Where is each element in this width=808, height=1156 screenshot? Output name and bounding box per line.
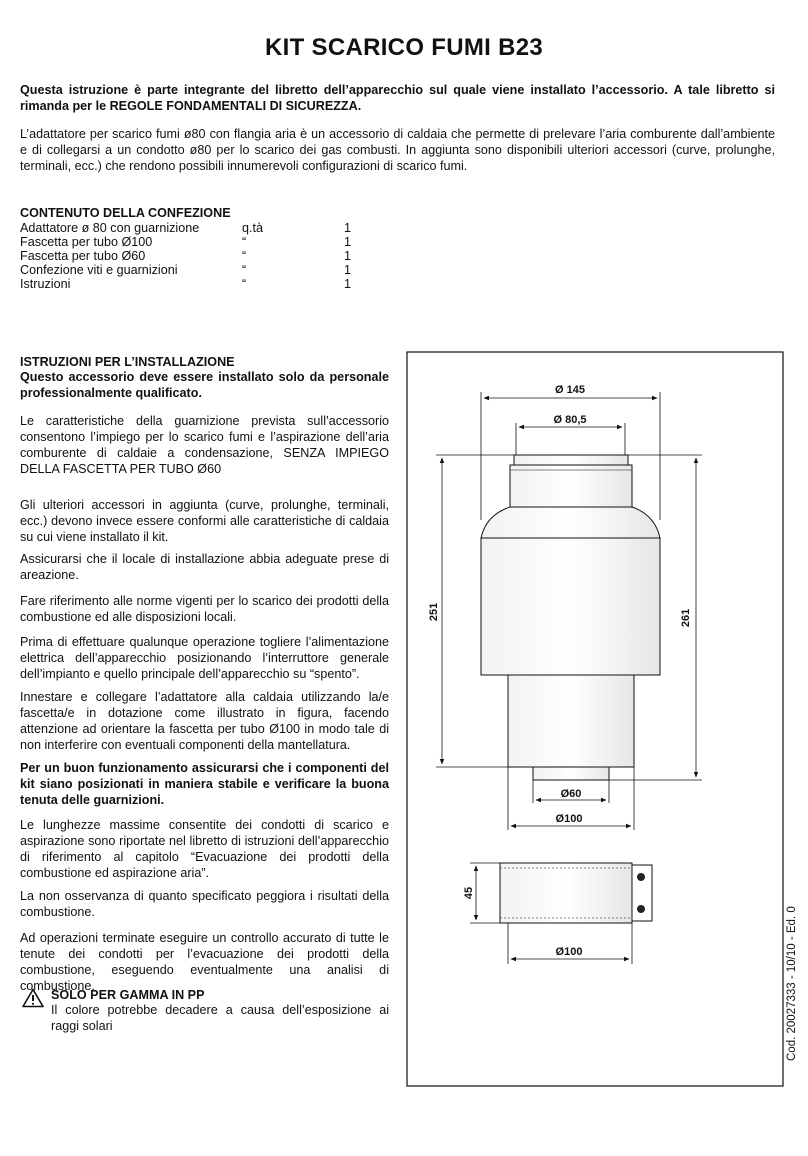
- adapter-lower-pipe: [508, 675, 634, 767]
- dim-label-261: 261: [680, 608, 692, 628]
- installation-paragraph: Le lunghezze massime consentite dei condotti di scarico e aspirazione sono riportate nel libretto di istruzioni dell’apparecchio di riferimento al capitolo “Evacuazione dei prodotti della combustione ed aspirazione aria”.: [20, 818, 389, 880]
- adapter-neck: [510, 465, 632, 507]
- dim-label-80: Ø 80,5: [553, 414, 587, 426]
- installation-paragraph: Assicurarsi che il locale di installazione abbia adeguate prese di areazione.: [20, 552, 389, 582]
- clamp-screw: [637, 873, 645, 881]
- document-title: KIT SCARICO FUMI B23: [264, 34, 543, 61]
- intro-safety-note: Questa istruzione è parte integrante del libretto dell’apparecchio sul quale viene installato l’accessorio. A tale libretto si rimanda per le REGOLE FONDAMENTALI DI SICUREZZA.: [20, 83, 775, 113]
- contents-heading: CONTENUTO DELLA CONFEZIONE: [20, 206, 231, 220]
- contents-qty-label: “: [242, 277, 247, 291]
- installation-paragraph: Gli ulteriori accessori in aggiunta (curve, prolunghe, terminali, ecc.) devono invece essere conformi alle caratteristiche di caldaia su cui viene installato il kit.: [20, 498, 389, 544]
- clamp-screw: [637, 905, 645, 913]
- contents-item: Fascetta per tubo Ø60: [20, 249, 146, 263]
- contents-item: Istruzioni: [20, 277, 71, 291]
- installation-paragraph: La non osservanza di quanto specificato peggiora i risultati della combustione.: [20, 889, 389, 919]
- contents-qty-label: “: [242, 249, 247, 263]
- dim-label-145: Ø 145: [555, 384, 585, 396]
- adapter-top-ring: [514, 455, 628, 465]
- contents-qty: 1: [343, 263, 351, 277]
- contents-item: Fascetta per tubo Ø100: [20, 235, 153, 249]
- contents-qty-label: q.tà: [242, 221, 264, 235]
- installation-paragraph: Innestare e collegare l’adattatore alla caldaia utilizzando la/e fascetta/e in dotazione come illustrato in figura, facendo attenzione ad orientare la fascetta per tubo Ø100 in modo tale di non interferire con eventuali componenti della mantellatura.: [20, 690, 389, 752]
- contents-qty: 1: [343, 235, 351, 249]
- dim-label-100: Ø100: [555, 813, 583, 825]
- dim-label-60: Ø60: [560, 788, 582, 800]
- installation-paragraph: Fare riferimento alle norme vigenti per lo scarico dei prodotti della combustione ed alle disposizioni locali.: [20, 594, 389, 624]
- dim-label-45: 45: [463, 886, 475, 900]
- gamma-pp-text: Il colore potrebbe decadere a causa dell’esposizione ai raggi solari: [51, 1003, 389, 1033]
- dim-label-100-clamp: Ø100: [555, 946, 583, 958]
- contents-qty-label: “: [242, 235, 247, 249]
- contents-qty: 1: [343, 221, 351, 235]
- contents-item: Adattatore ø 80 con guarnizione: [20, 221, 200, 235]
- adapter-inner-pipe: [533, 767, 609, 780]
- contents-qty: 1: [343, 249, 351, 263]
- installation-paragraph: Prima di effettuare qualunque operazione togliere l’alimentazione elettrica dell’apparecchio posizionando l’interruttore generale dell’impianto e quello principale dell’apparecchio su “spento”.: [20, 635, 389, 681]
- contents-qty: 1: [343, 277, 351, 291]
- installation-bold-note: Per un buon funzionamento assicurarsi che i componenti del kit siano posizionati in maniera stabile e verificare la buona tenuta delle guarnizioni.: [20, 761, 389, 807]
- pipe-clamp-band: [500, 863, 632, 923]
- intro-description: L’adattatore per scarico fumi ø80 con flangia aria è un accessorio di caldaia che permette di prelevare l’aria comburente dall’ambiente e di collegarsi a un condotto ø80 per lo scarico dei gas combusti. In aggiunta sono disponibili ulteriori accessori (curve, prolunghe, terminali, ecc.) che rendono possibili innumerevoli configurazioni di scarico fumi.: [20, 127, 775, 173]
- installation-qualified-note: Questo accessorio deve essere installato solo da personale professionalmente qualificato.: [20, 370, 389, 400]
- dim-label-251: 251: [428, 602, 440, 622]
- contents-qty-label: “: [242, 263, 247, 277]
- adapter-main-body: [481, 538, 660, 675]
- contents-item: Confezione viti e guarnizioni: [20, 263, 178, 277]
- gamma-pp-heading: SOLO PER GAMMA IN PP: [51, 988, 205, 1002]
- document-code: Cod. 20027333 - 10/10 - Ed. 0: [786, 906, 798, 1061]
- adapter-shoulder: [481, 507, 660, 538]
- installation-paragraph: Ad operazioni terminate eseguire un controllo accurato di tutte le tenute dei condotti per l’evacuazione dei prodotti della combustione, eseguendo eventualmente una analisi di combustione.: [20, 931, 389, 993]
- installation-paragraph: Le caratteristiche della guarnizione prevista sull’accessorio consentono l’impiego per lo scarico fumi e l’aspirazione dell’aria comburente di caldaie a condensazione, SENZA IMPIEGO DELLA FASCETTA PER TUBO Ø60: [20, 414, 389, 476]
- installation-heading: ISTRUZIONI PER L’INSTALLAZIONE: [20, 355, 235, 369]
